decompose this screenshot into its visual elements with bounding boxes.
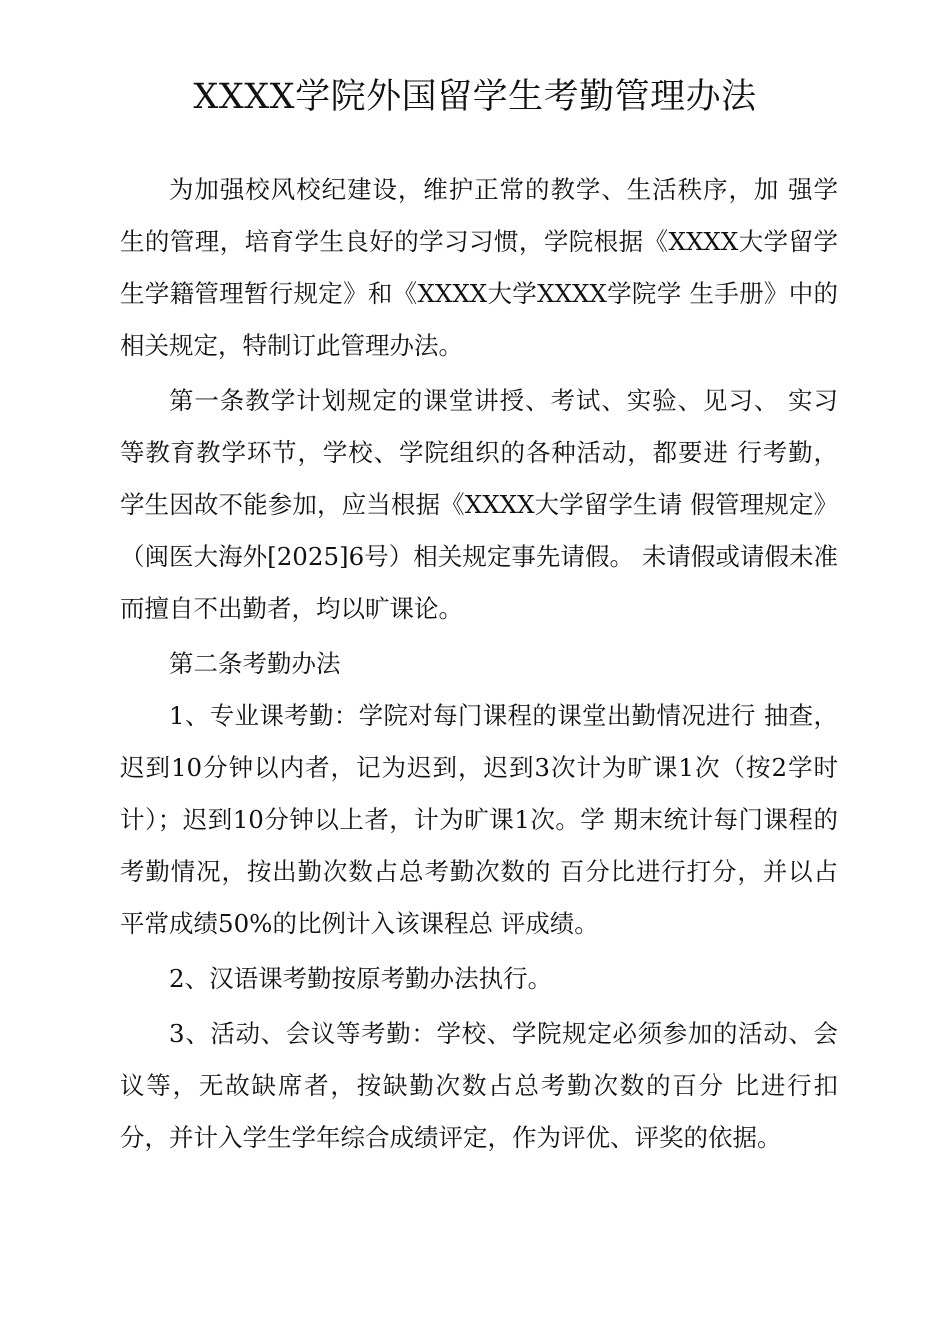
paragraph-item-1: 1、专业课考勤：学院对每门课程的课堂出勤情况进行 抽查，迟到10分钟以内者，记为迟到，迟到3次计为旷课1次（按2学时计）；迟到10分钟以上者，计为旷课1次。学 期末统计每门课程的考勤情况，按出勤次数占总考勤次数的 百分比进行打分，并以占平常成绩50%的比例计入该课程总 评成绩。 [120,701,838,938]
paragraph-item-3: 3、活动、会议等考勤：学校、学院规定必须参加的活动、会议等，无故缺席者，按缺勤次数占总考勤次数的百分 比进行扣分，并计入学生学年综合成绩评定，作为评优、评奖的依据。 [120,1019,838,1152]
paragraph-article-1: 第一条教学计划规定的课堂讲授、考试、实验、见习、 实习等教育教学环节，学校、学院组织的各种活动，都要进 行考勤，学生因故不能参加，应当根据《XXXX大学留学生请 假管理规定》（闽医大海外[2025]6号）相关规定事先请假。 未请假或请假未准而擅自不出勤者，均以旷课论。 [120,386,838,623]
paragraph-preamble: 为加强校风校纪建设，维护正常的教学、生活秩序，加 强学生的管理，培育学生良好的学习习惯，学院根据《XXXX大学留学生学籍管理暂行规定》和《XXXX大学XXXX学院学 生手册》中的相关规定，特制订此管理办法。 [120,175,838,360]
paragraph-item-2: 2、汉语课考勤按原考勤办法执行。 [169,964,553,993]
document-title: XXXX学院外国留学生考勤管理办法 [193,77,757,117]
document-body [120,164,838,1164]
paragraph-article-2-heading: 第二条考勤办法 [169,649,341,678]
